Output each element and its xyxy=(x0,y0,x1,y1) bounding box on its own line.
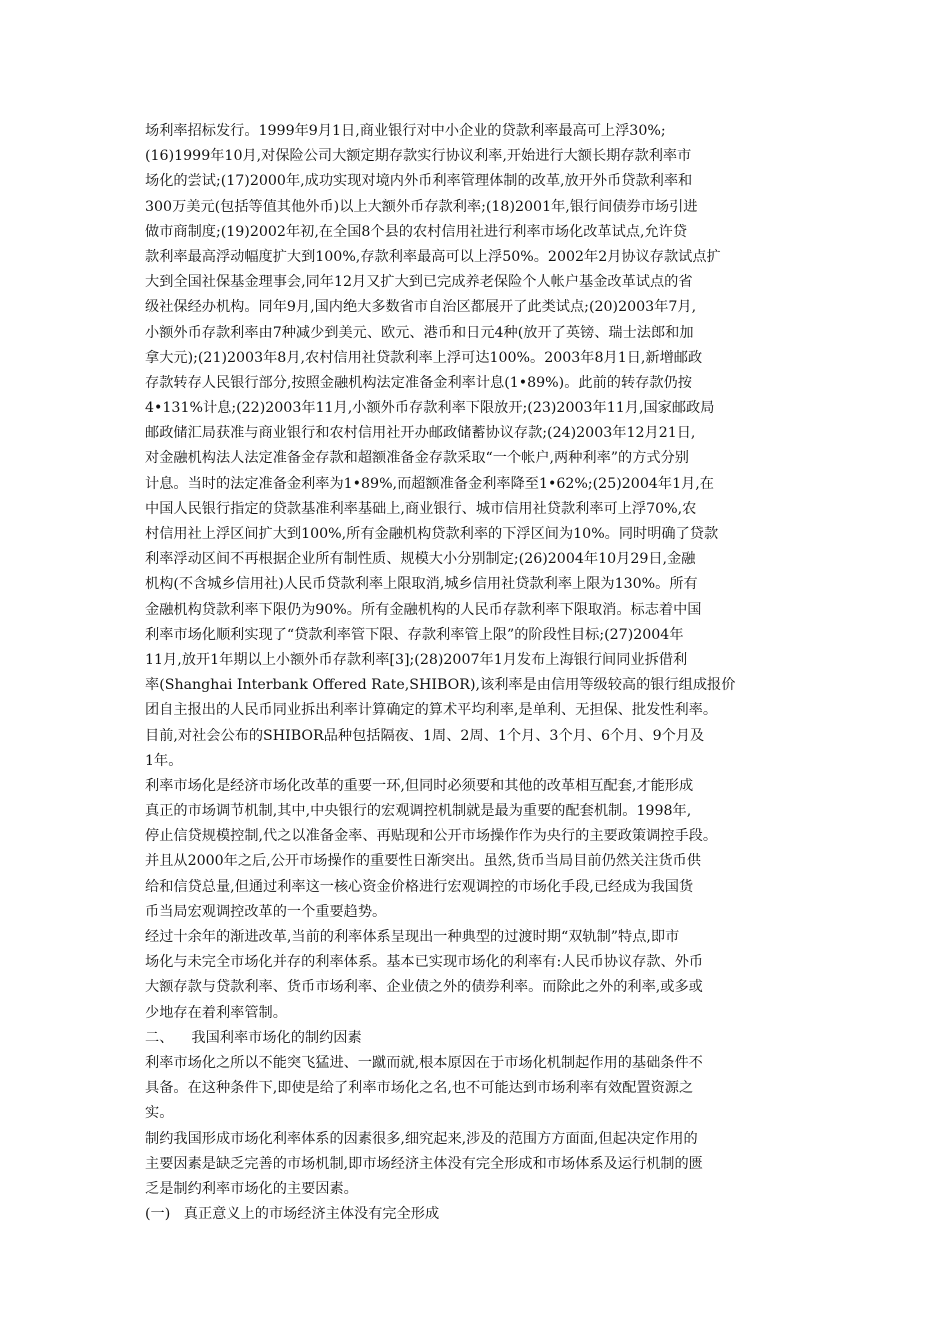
text-line: 目前,对社会公布的SHIBOR品种包括隔夜、1周、2周、1个月、3个月、6个月、9个月及 xyxy=(145,727,705,744)
heading-text: 二、 我国利率市场化的制约因素 xyxy=(145,1029,362,1046)
text-line: 级社保经办机构。同年9月,国内绝大多数省市自治区都展开了此类试点;(20)2003年7月, xyxy=(145,299,697,316)
document-page xyxy=(145,119,825,1227)
text-line: 真正的市场调节机制,其中,中央银行的宏观调控机制就是最为重要的配套机制。1998年, xyxy=(145,803,692,820)
paragraph xyxy=(145,119,825,774)
text-line: 利率市场化是经济市场化改革的重要一环,但同时必须要和其他的改革相互配套,才能形成 xyxy=(145,777,694,794)
text-line: 实。 xyxy=(145,1105,174,1122)
text-line: 经过十余年的渐进改革,当前的利率体系呈现出一种典型的过渡时期“双轨制”特点,即市 xyxy=(145,929,680,945)
heading-text: (一) 真正意义上的市场经济主体没有完全形成 xyxy=(145,1206,440,1223)
text-line: 少地存在着利率管制。 xyxy=(145,1004,287,1021)
text-line: 小额外币存款利率由7种减少到美元、欧元、港币和日元4种(放开了英镑、瑞士法郎和加 xyxy=(145,324,694,341)
text-line: 主要因素是缺乏完善的市场机制,即市场经济主体没有完全形成和市场体系及运行机制的匮 xyxy=(145,1155,703,1172)
text-line: 村信用社上浮区间扩大到100%,所有金融机构贷款利率的下浮区间为10%。同时明确了贷款 xyxy=(145,526,719,542)
text-line: 场化与未完全市场化并存的利率体系。基本已实现市场化的利率有:人民币协议存款、外币 xyxy=(145,954,704,971)
text-line: 大到全国社保基金理事会,同年12月又扩大到已完成养老保险个人帐户基金改革试点的省 xyxy=(145,274,693,291)
text-line: 1年。 xyxy=(145,752,183,769)
text-line: 乏是制约利率市场化的主要因素。 xyxy=(145,1180,358,1197)
text-line: (16)1999年10月,对保险公司大额定期存款实行协议利率,开始进行大额长期存款利率市 xyxy=(145,148,692,165)
text-line: 对金融机构法人法定准备金存款和超额准备金存款采取“一个帐户,两种利率”的方式分别 xyxy=(145,450,689,467)
text-line: 邮政储汇局获准与商业银行和农村信用社开办邮政储蓄协议存款;(24)2003年12月21日, xyxy=(145,425,696,442)
text-line: 场利率招标发行。1999年9月1日,商业银行对中小企业的贷款利率最高可上浮30%; xyxy=(145,123,666,139)
text-line: 中国人民银行指定的贷款基准利率基础上,商业银行、城市信用社贷款利率可上浮70%,农 xyxy=(145,500,697,517)
text-line: 计息。当时的法定准备金利率为1•89%,而超额准备金利率降至1•62%;(25)2004年1月,在 xyxy=(145,475,714,492)
text-line: 机构(不含城乡信用社)人民币贷款利率上限取消,城乡信用社贷款利率上限为130%。所有 xyxy=(145,576,698,593)
text-line: 11月,放开1年期以上小额外币存款利率[3];(28)2007年1月发布上海银行间同业拆借利 xyxy=(145,651,688,668)
text-line: 4•131%计息;(22)2003年11月,小额外币存款利率下限放开;(23)2003年11月,国家邮政局 xyxy=(145,400,715,417)
paragraph xyxy=(145,774,825,925)
text-line: 具备。在这种条件下,即使是给了利率市场化之名,也不可能达到市场利率有效配置资源之 xyxy=(145,1080,694,1097)
paragraph xyxy=(145,1051,825,1127)
text-line: 币当局宏观调控改革的一个重要趋势。 xyxy=(145,903,387,920)
text-line: 率(Shanghai Interbank Offered Rate,SHIBOR),该利率是由信用等级较高的银行组成报价 xyxy=(145,677,736,694)
text-line: 给和信贷总量,但通过利率这一核心资金价格进行宏观调控的市场化手段,已经成为我国货 xyxy=(145,878,694,895)
section-heading xyxy=(145,1202,825,1227)
section-heading xyxy=(145,1026,825,1051)
text-line: 场化的尝试;(17)2000年,成功实现对境内外币利率管理体制的改革,放开外币贷款利率和 xyxy=(145,173,693,190)
paragraph xyxy=(145,1127,825,1203)
text-line: 制约我国形成市场化利率体系的因素很多,细究起来,涉及的范围方方面面,但起决定作用的 xyxy=(145,1130,698,1147)
text-line: 并且从2000年之后,公开市场操作的重要性日渐突出。虽然,货币当局目前仍然关注货币供 xyxy=(145,853,701,870)
paragraph xyxy=(145,925,825,1026)
text-line: 做市商制度;(19)2002年初,在全国8个县的农村信用社进行利率市场化改革试点,允许贷 xyxy=(145,223,688,240)
text-line: 存款转存人民银行部分,按照金融机构法定准备金利率计息(1•89%)。此前的转存款仍按 xyxy=(145,374,692,391)
text-line: 停止信贷规模控制,代之以准备金率、再贴现和公开市场操作作为央行的主要政策调控手段。 xyxy=(145,828,718,845)
text-line: 利率市场化之所以不能突飞猛进、一蹴而就,根本原因在于市场化机制起作用的基础条件不 xyxy=(145,1054,703,1071)
text-line: 利率浮动区间不再根据企业所有制性质、规模大小分别制定;(26)2004年10月29日,金融 xyxy=(145,551,696,568)
text-line: 金融机构贷款利率下限仍为90%。所有金融机构的人民币存款利率下限取消。标志着中国 xyxy=(145,601,702,618)
text-line: 款利率最高浮动幅度扩大到100%,存款利率最高可以上浮50%。2002年2月协议存款试点扩 xyxy=(145,248,721,265)
text-line: 利率市场化顺利实现了“贷款利率管下限、存款利率管上限”的阶段性目标;(27)2004年 xyxy=(145,626,684,643)
text-line: 团自主报出的人民币同业拆出利率计算确定的算术平均利率,是单利、无担保、批发性利率。 xyxy=(145,702,718,719)
text-line: 大额存款与贷款利率、货币市场利率、企业债之外的债券利率。而除此之外的利率,或多或 xyxy=(145,979,703,996)
text-line: 拿大元);(21)2003年8月,农村信用社贷款利率上浮可达100%。2003年8月1日,新增邮政 xyxy=(145,349,703,366)
text-line: 300万美元(包括等值其他外币)以上大额外币存款利率;(18)2001年,银行间债券市场引进 xyxy=(145,198,698,215)
